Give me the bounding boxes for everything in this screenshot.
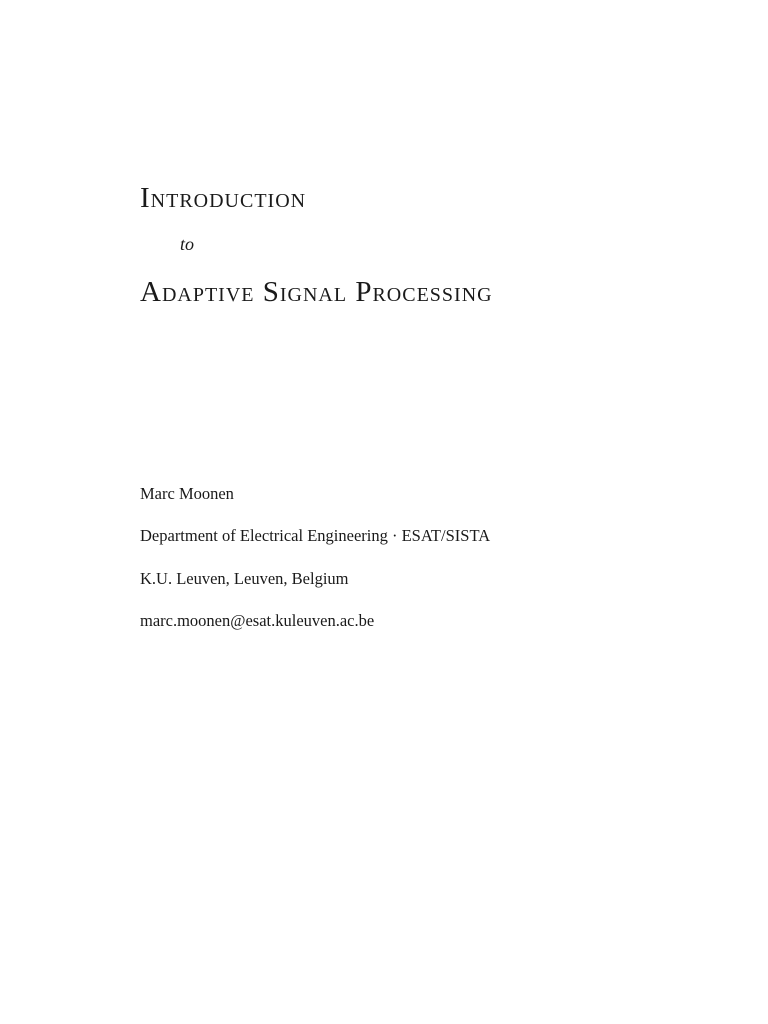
author-name: Marc Moonen [140,484,234,503]
title-line-1: Introduction [140,182,307,214]
title-line-2: Adaptive Signal Processing [140,276,493,308]
author-location: K.U. Leuven, Leuven, Belgium [140,569,349,588]
author-email: marc.moonen@esat.kuleuven.ac.be [140,611,375,630]
title-connector: to [180,234,195,254]
author-department: Department of Electrical Engineering · ESAT/SISTA [140,526,491,545]
